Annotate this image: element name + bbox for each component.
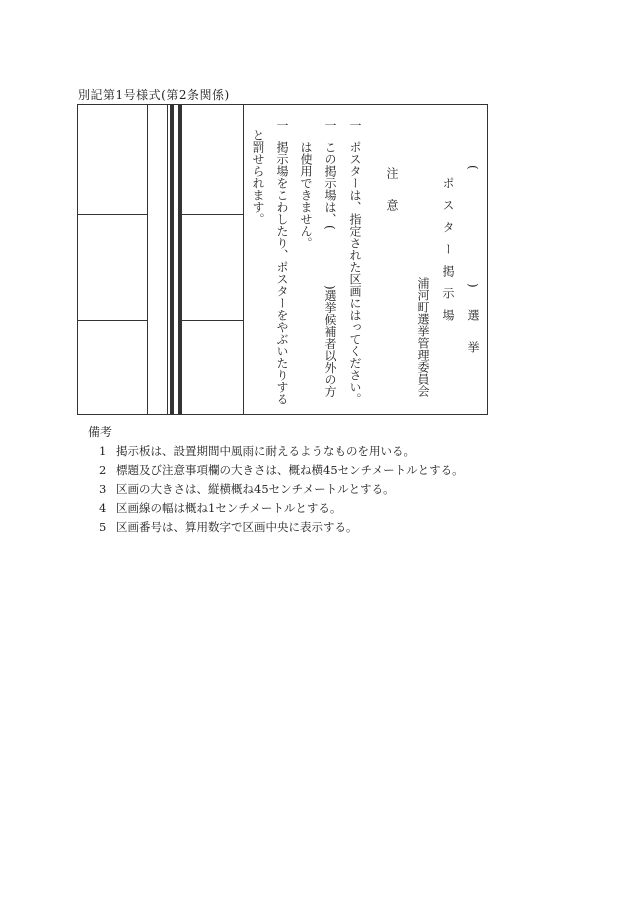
remark-text: 区画の大きさは、縦横概ね45センチメートルとする。 (116, 482, 395, 496)
section-divider (178, 105, 182, 414)
remark-text: 掲示板は、設置期間中風雨に耐えるようなものを用いる。 (116, 444, 415, 458)
remark-number: 3 (99, 482, 107, 496)
remark-text: 区画番号は、算用数字で区画中央に表示する。 (116, 520, 358, 534)
remark-number: 1 (99, 444, 107, 458)
grid-line (147, 105, 148, 414)
grid-line (78, 320, 148, 321)
grid-line (243, 105, 244, 414)
notice-item-2-cont: は使用できません。 (299, 141, 313, 249)
grid-line (167, 105, 168, 414)
grid-line (182, 214, 244, 215)
paren-open: ( (466, 165, 480, 170)
remark-item (99, 519, 358, 535)
remark-item (99, 500, 341, 516)
remark-item (99, 462, 464, 478)
notice-title: 注 意 (385, 167, 399, 215)
poster-board-form (77, 104, 488, 415)
notice-item-3: 掲示場をこわしたり、ポスターをやぶいたりする (275, 141, 289, 405)
remark-text: 標題及び注意事項欄の大きさは、概ね横45センチメートルとする。 (116, 463, 464, 477)
committee-name: 浦河町選挙管理委員会 (416, 277, 430, 397)
paren-close: ) (466, 283, 480, 288)
notice-item-1: ポスターは、指定された区画にはってください。 (348, 141, 362, 405)
remark-item (99, 481, 395, 497)
remark-number: 4 (99, 501, 107, 515)
election-label: 選 挙 (466, 309, 480, 357)
section-divider (170, 105, 174, 414)
notice-mark: 一 (348, 119, 362, 131)
remark-item (99, 443, 415, 459)
form-heading: 別記第1号様式(第2条関係) (78, 88, 230, 102)
remark-number: 2 (99, 463, 107, 477)
poster-title: ポスター掲示場 (441, 177, 455, 331)
remark-text: 区画線の幅は概ね1センチメートルとする。 (116, 501, 342, 515)
grid-line (78, 214, 148, 215)
notice-item-2: この掲示場は、( (323, 141, 337, 230)
notice-item-3-cont: と罰せられます。 (251, 129, 265, 225)
notice-mark: 一 (275, 119, 289, 131)
grid-line (182, 320, 244, 321)
remarks-heading: 備考 (88, 425, 113, 439)
remark-number: 5 (99, 520, 107, 534)
notice-mark: 一 (323, 119, 337, 131)
notice-item-2b: )選挙候補者以外の方 (323, 285, 337, 398)
